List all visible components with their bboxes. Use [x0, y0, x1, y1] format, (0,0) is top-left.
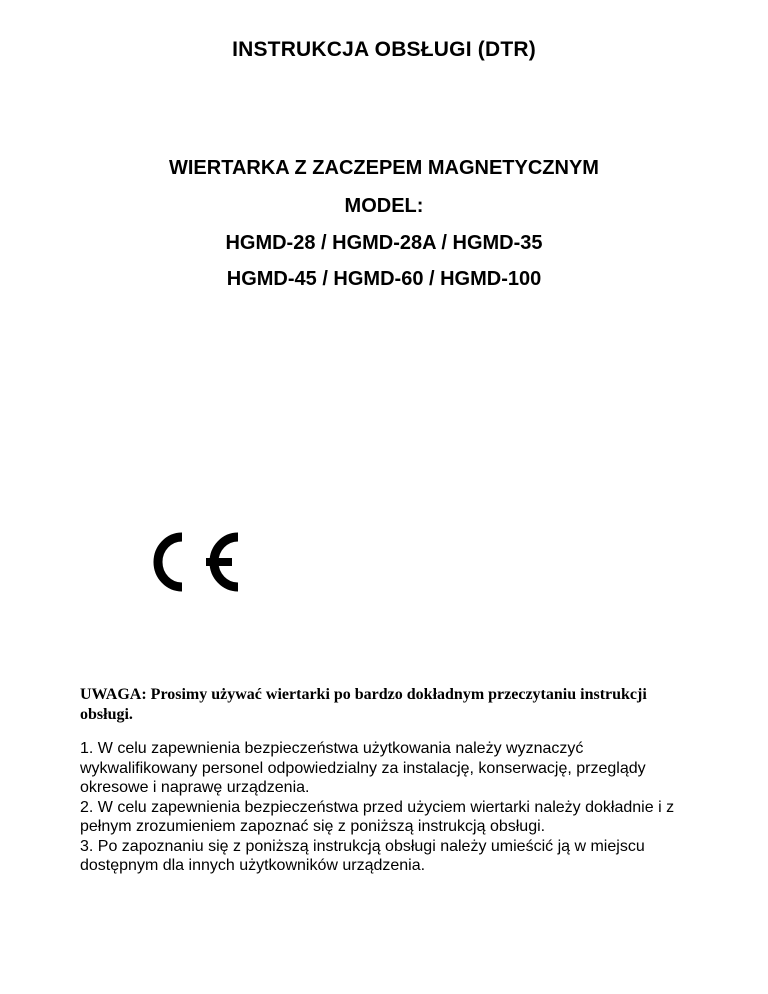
model-list-line-1: HGMD-28 / HGMD-28A / HGMD-35 — [225, 232, 543, 254]
instruction-paragraph: 2. W celu zapewnienia bezpieczeństwa przed użyciem wiertarki należy dokładnie i z pełnym zrozumieniem zapoznać się z poniższą instrukcją obsługi. — [80, 798, 675, 835]
model-label: MODEL: — [344, 195, 424, 217]
instruction-paragraph: 1. W celu zapewnienia bezpieczeństwa użytkowania należy wyznaczyć wykwalifikowany personel odpowiedzialny za instalację, konserwację, przeglądy okresowe i naprawę urządzenia. — [80, 740, 646, 796]
model-list-line-2: HGMD-45 / HGMD-60 / HGMD-100 — [226, 268, 542, 290]
instruction-paragraph: 3. Po zapoznaniu się z poniższą instrukcją obsługi należy umieścić ją w miejscu dostępnym dla innych użytkowników urządzenia. — [80, 837, 645, 874]
ce-mark-icon — [140, 527, 244, 597]
instructions-body — [80, 739, 690, 876]
product-name: WIERTARKA Z ZACZEPEM MAGNETYCZNYM — [169, 157, 599, 179]
document-title: INSTRUKCJA OBSŁUGI (DTR) — [232, 38, 536, 61]
warning-notice: UWAGA: Prosimy używać wiertarki po bardzo dokładnym przeczytaniu instrukcji obsługi. — [80, 686, 647, 723]
